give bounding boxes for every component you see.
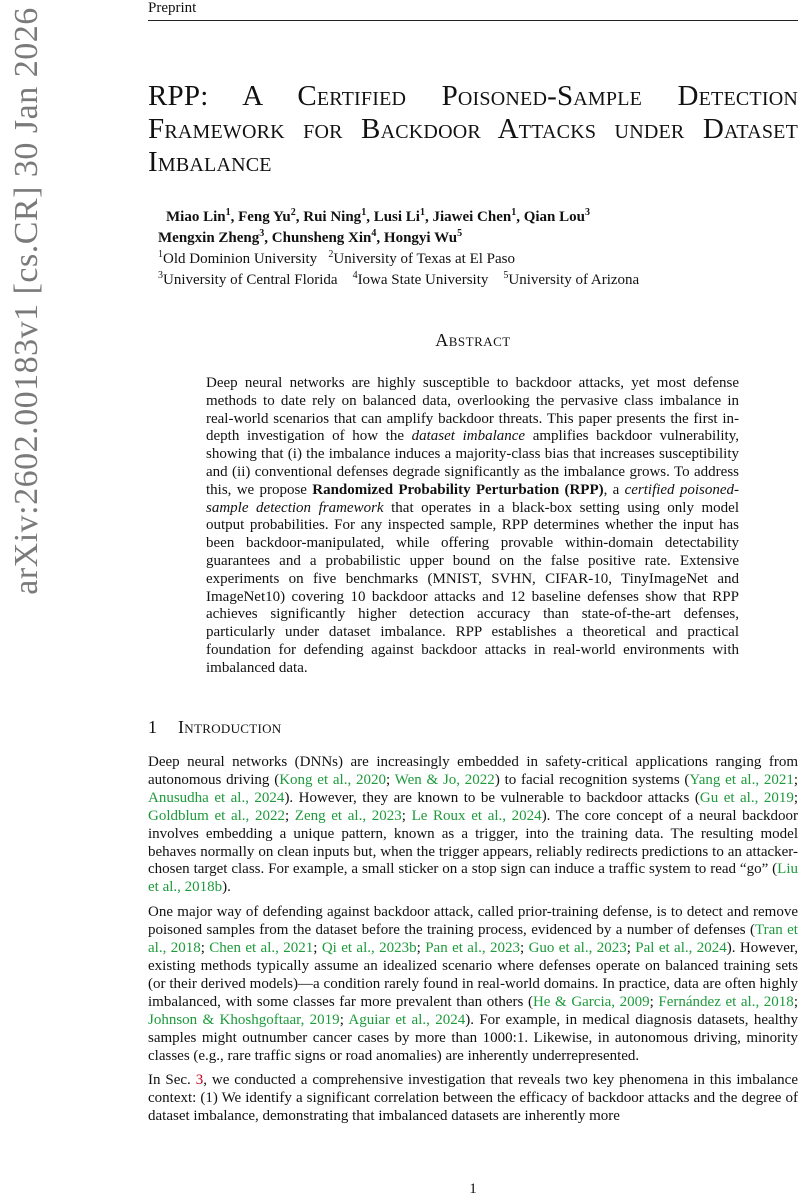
abstract-emphasis: certified poisoned-sample detection framework [206,481,739,516]
separator: ; [793,771,798,788]
affiliation-number: 3 [158,270,163,281]
abstract-text: Deep neural networks are highly susceptible to backdoor attacks, yet most defense methods to date rely on balanced data, overlooking the pervasive class imbalance in real-world scenarios that can amplify backdoor threats. This paper presents the first in-depth investigation of how the [206,375,739,445]
title-main: Certified Poisoned-Sample Detection Framework for Backdoor Attacks under Dataset Imbalance [148,80,798,178]
running-header [148,0,798,21]
paper-title [148,80,798,179]
citation-link[interactable]: Tran et al., 2018 [148,922,798,957]
citation-link[interactable]: Johnson & Khoshgoftaar, 2019 [148,1011,340,1028]
citation-link[interactable]: Pal et al., 2024 [635,940,727,957]
body-text: ). For example, in medical diagnosis datasets, healthy samples might outnumber cancer cases by more than 1000:1. Likewise, in autonomous driving, minority classes (e.g., rare traffic signs or road anomalies) are inherently underrepresented. [148,1011,798,1064]
author-name: Chunsheng Xin [271,230,372,246]
body-text: Deep neural networks (DNNs) are increasingly embedded in safety-critical applications ranging from autonomous driving ( [148,754,798,788]
author-affiliation-mark: 1 [419,207,425,218]
author-affiliation-mark: 3 [259,228,265,239]
citation-link[interactable]: Kong et al., 2020 [279,771,386,788]
affiliation-number: 2 [328,249,334,260]
separator: ; [200,940,210,957]
author-block [158,207,798,291]
affiliation-name: University of Arizona [508,272,640,288]
separator: ; [626,940,636,957]
citation-link[interactable]: Chen et al., 2021 [209,940,314,957]
body-text: , we conducted a comprehensive investigation that reveals two key phenomena in this imbalance context: (1) We identify a significant correlation between the efficacy of backdoor attacks and the degree of dataset imbalance, demonstrating that imbalanced datasets are inherently more [148,1072,798,1125]
author-name: Miao Lin [166,209,226,225]
separator: ; [649,993,659,1010]
section-reference-link[interactable]: 3 [195,1072,204,1089]
citation-link[interactable]: Zeng et al., 2023 [294,807,402,824]
body-text: ). However, existing methods typically assume an idealized scenario where defenses operate on balanced training sets (or their derived models)—a condition rarely found in real-world domains. In practice, data are often highly imbalanced, with some classes far more prevalent than others ( [148,940,798,1010]
affiliation-number: 5 [503,270,509,281]
abstract-body [206,375,739,678]
body-text: ). The core concept of a neural backdoor involves embedding a unique pattern, known as a trigger, into the training data. The resulting model behaves normally on clean inputs but, when the trigger appears, reliably redirects predictions to an attacker-chosen target class. For example, a small sticker on a stop sign can induce a traffic system to read “go” ( [148,807,798,878]
affiliation-name: Iowa State University [357,272,489,288]
author-name: Lusi Li [373,209,420,225]
author-affiliation-mark: 5 [457,228,463,239]
author-affiliation-mark: 4 [371,228,377,239]
separator: ; [313,940,322,957]
separator: ; [416,940,426,957]
affiliation-number: 1 [158,249,163,260]
body-text: ) to facial recognition systems ( [494,771,690,788]
affiliation-line-1 [158,249,798,270]
citation-link[interactable]: Goldblum et al., 2022 [148,807,285,824]
author-name: Hongyi Wu [383,230,458,246]
body-text: In Sec. [148,1072,196,1089]
arxiv-stamp-container [0,7,54,595]
author-name: Jiawei Chen [432,209,512,225]
paragraph-2 [148,904,798,1065]
citation-link[interactable]: He & Garcia, 2009 [532,993,650,1010]
abstract-text: , a [603,481,625,498]
separator: ; [339,1011,349,1028]
author-affiliation-mark: 1 [225,207,231,218]
separator: ; [385,771,395,788]
body-text: ). [222,879,231,896]
author-line-2: Mengxin Zheng$^3$, Chunsheng Xin$^4$, Hongyi Wu$^5$ [158,228,463,246]
author-affiliation-mark: 1 [361,207,367,218]
affiliation-name: University of Texas at El Paso [333,251,515,267]
page-number: 1 [469,1181,477,1197]
section-heading-introduction [148,717,798,738]
body-text: ). However, they are known to be vulnerable to backdoor attacks ( [284,789,700,806]
affiliation-line-2 [158,270,798,291]
author-name: Qian Lou [523,209,585,225]
citation-link[interactable]: Anusudha et al., 2024 [148,789,285,806]
abstract-text: amplifies backdoor vulnerability, showing that (i) the imbalance induces a majority-class bias that increases susceptibility and (ii) conventional defenses degrade significantly as the imbalance grows. To address this, we propose [206,428,739,498]
separator: ; [401,807,412,824]
separator: ; [793,789,798,806]
citation-link[interactable]: Pan et al., 2023 [425,940,521,957]
section-number: 1 [148,717,158,737]
separator: ; [284,807,295,824]
abstract-emphasis: dataset imbalance [411,428,526,445]
introduction-body [148,754,798,1133]
author-name: Rui Ning [303,209,362,225]
paragraph-3 [148,1072,798,1126]
author-affiliation-mark: 2 [290,207,296,218]
author-affiliation-mark: 3 [585,207,590,218]
title-prefix: RPP: A [148,80,298,112]
citation-link[interactable]: Gu et al., 2019 [699,789,794,806]
body-text: One major way of defending against backdoor attack, called prior-training defense, is to detect and remove poisoned samples from the dataset before the training process, evidenced by a number of defenses ( [148,904,798,939]
citation-link[interactable]: Le Roux et al., 2024 [411,807,542,824]
author-name: Mengxin Zheng [158,230,260,246]
citation-link[interactable]: Fernández et al., 2018 [658,993,794,1010]
separator: ; [520,940,529,957]
affiliation-name: University of Central Florida [163,272,338,288]
affiliation-number: 4 [352,270,358,281]
citation-link[interactable]: Guo et al., 2023 [528,940,627,957]
citation-link[interactable]: Wen & Jo, 2022 [394,771,495,788]
section-title: Introduction [178,717,282,737]
paragraph-1 [148,754,798,897]
abstract-heading: Abstract [435,330,511,350]
arxiv-stamp[interactable]: arXiv:2602.00183v1 [cs.CR] 30 Jan 2026 [8,7,46,595]
author-name: Feng Yu [238,209,291,225]
author-affiliation-mark: 1 [511,207,517,218]
citation-link[interactable]: Liu et al., 2018b [148,861,798,896]
author-line-1: Miao Lin$^1$, Feng Yu$^2$, Rui Ning$^1$, Lusi Li$^1$, Jiawei Chen$^1$, Qian Lou$^3$ [166,207,590,225]
abstract-text: that operates in a black-box setting using only model output probabilities. For any inspected sample, RPP determines whether the input has been backdoor-manipulated, while offering provable within-domain detectability guarantees and a probabilistic upper bound on the false positive rate. Extensive experiments on five benchmarks (MNIST, SVHN, CIFAR-10, TinyImageNet and ImageNet10) covering 10 backdoor attacks and 12 baseline defenses show that RPP achieves significantly higher detection accuracy than state-of-the-art defenses, particularly under dataset imbalance. RPP establishes a theoretical and practical foundation for defending against backdoor attacks in real-world environments with imbalanced data. [206,499,739,676]
abstract-method-name: Randomized Probability Perturbation (RPP) [312,481,604,498]
citation-link[interactable]: Qi et al., 2023b [321,940,417,957]
citation-link[interactable]: Yang et al., 2021 [689,771,794,788]
header-label: Preprint [148,0,197,16]
separator: ; [793,993,798,1010]
citation-link[interactable]: Aguiar et al., 2024 [348,1011,466,1028]
affiliation-name: Old Dominion University [163,251,318,267]
